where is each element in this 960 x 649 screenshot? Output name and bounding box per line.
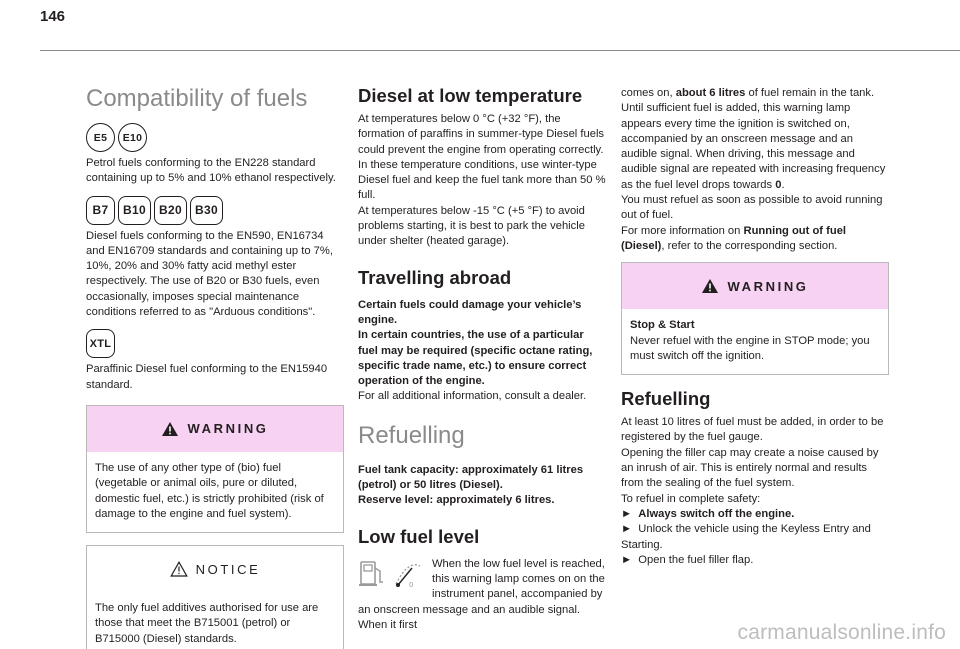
e5-badge-icon: E5 <box>86 123 115 152</box>
warning-box-stop-start <box>621 262 889 375</box>
low-fuel-title: Low fuel level <box>358 525 480 547</box>
travel-text: For all additional information, consult a dealer. <box>358 390 587 403</box>
b10-badge-icon: B10 <box>118 196 151 225</box>
warning-lamp-text: Until sufficient fuel is added, this warning lamp appears every time the ignition is switched on, accompanied by an onscreen message and an audible signal. When driving, this message and audible signal are repeated with increasing frequency as the fuel level drops towards 0. <box>621 102 886 191</box>
e10-badge-icon: E10 <box>118 123 147 152</box>
warning-box-fuel <box>86 405 344 533</box>
running-out-ref-text: For more information on Running out of fuel (Diesel), refer to the corresponding section. <box>621 224 847 252</box>
travelling-abroad-title: Travelling abroad <box>358 266 512 288</box>
tank-capacity-text: Fuel tank capacity: approximately 61 litres (petrol) or 50 litres (Diesel). <box>358 463 584 492</box>
notice-title: NOTICE <box>195 561 261 577</box>
arrow-icon: ► <box>621 507 633 520</box>
diesel-low-temp-p1: At temperatures below 0 °C (+32 °F), the formation of paraffins in summer-type Diesel fuels could prevent the engine from operating correctly. In these temperature conditions, use winter-type Diesel fuel and keep the fuel tank more than 50 % full. <box>358 113 606 202</box>
b7-badge-icon: B7 <box>86 196 115 225</box>
step-1: ► Always switch off the engine. <box>621 507 795 520</box>
warning-header <box>87 406 343 452</box>
fuel-remain-text: comes on, about 6 litres of fuel remain in the tank. <box>621 87 875 99</box>
notice-triangle-icon <box>170 561 188 577</box>
warning-text: The use of any other type of (bio) fuel (vegetable or animal oils, pure or diluted, domestic fuel, etc.) is strictly prohibited (risk of damage to the engine and fuel system). <box>95 461 324 520</box>
notice-box <box>86 545 344 649</box>
petrol-text: Petrol fuels conforming to the EN228 standard containing up to 5% and 10% ethanol respectively. <box>86 157 336 185</box>
refuel-asap-text: You must refuel as soon as possible to avoid running out of fuel. <box>621 194 883 222</box>
travel-bold-1: Certain fuels could damage your vehicle’s engine. <box>358 298 582 326</box>
step-3: ► Open the fuel filler flap. <box>621 553 754 566</box>
warning-triangle-icon <box>161 421 179 437</box>
arrow-icon: ► <box>621 553 633 566</box>
stop-start-text: Never refuel with the engine in STOP mode; you must switch off the ignition. <box>630 334 870 362</box>
xtl-text: Paraffinic Diesel fuel conforming to the EN15940 standard. <box>86 363 328 391</box>
arrow-icon: ► <box>621 523 633 536</box>
column-diesel-travel <box>358 70 606 633</box>
diesel-low-temp-title: Diesel at low temperature <box>358 85 583 106</box>
b20-badge-icon: B20 <box>154 196 187 225</box>
travel-bold-2: In certain countries, the use of a particular fuel may be required (specific octane rating, specific trade name, etc.) to ensure correct operation of the engine. <box>358 329 593 388</box>
b30-badge-icon: B30 <box>190 196 223 225</box>
fuel-pump-icon <box>358 558 386 588</box>
reserve-level-text: Reserve level: approximately 6 litres. <box>358 494 555 507</box>
column-refuelling <box>621 70 889 568</box>
refuel-min-text: At least 10 litres of fuel must be added, in order to be registered by the fuel gauge. <box>621 416 884 444</box>
notice-text: The only fuel additives authorised for use are those that meet the B715001 (petrol) or B715000 (Diesel) standards. <box>95 602 319 645</box>
column-compatibility <box>86 70 344 649</box>
fuel-gauge-low-icon <box>392 558 424 588</box>
step-2: ► Unlock the vehicle using the Keyless Entry and Starting. <box>621 523 871 551</box>
warning-triangle-icon <box>701 278 719 294</box>
watermark: carmanualsonline.info <box>737 621 946 644</box>
warning-title-2: WARNING <box>727 278 809 294</box>
stop-start-subtitle: Stop & Start <box>630 319 695 332</box>
warning-header-2 <box>622 263 888 309</box>
refuelling-title-col2: Refuelling <box>358 421 465 449</box>
diesel-badges <box>86 196 344 225</box>
xtl-badges <box>86 329 344 358</box>
warning-title: WARNING <box>187 421 269 437</box>
low-fuel-lamp <box>358 558 428 588</box>
low-fuel-text: When the low fuel level is reached, this warning lamp comes on on the instrument panel, accompanied by an onscreen message and an audible signal. When it first <box>358 557 605 631</box>
xtl-badge-icon: XTL <box>86 329 115 358</box>
compatibility-title: Compatibility of fuels <box>86 85 308 112</box>
notice-header <box>87 546 343 592</box>
diesel-text: Diesel fuels conforming to the EN590, EN16734 and EN16709 standards and containing up to 7%, 10%, 20% and 30% fatty acid methyl ester respectively. The use of B20 or B30 fuels, even occasionally, imposes special maintenance conditions referred to as "Arduous conditions". <box>86 229 333 319</box>
filler-cap-text: Opening the filler cap may create a noise caused by an inrush of air. This is entirely normal and results from the sealing of the fuel system. <box>621 446 879 490</box>
refuelling-title-col3: Refuelling <box>621 388 711 410</box>
petrol-badges <box>86 123 344 152</box>
header-divider <box>40 50 960 51</box>
safety-intro-text: To refuel in complete safety: <box>621 492 761 505</box>
page-number: 146 <box>40 8 66 25</box>
svg-text:0: 0 <box>409 580 414 588</box>
diesel-low-temp-p2: At temperatures below -15 °C (+5 °F) to avoid problems starting, it is best to park the vehicle under shelter (heated garage). <box>358 204 585 248</box>
